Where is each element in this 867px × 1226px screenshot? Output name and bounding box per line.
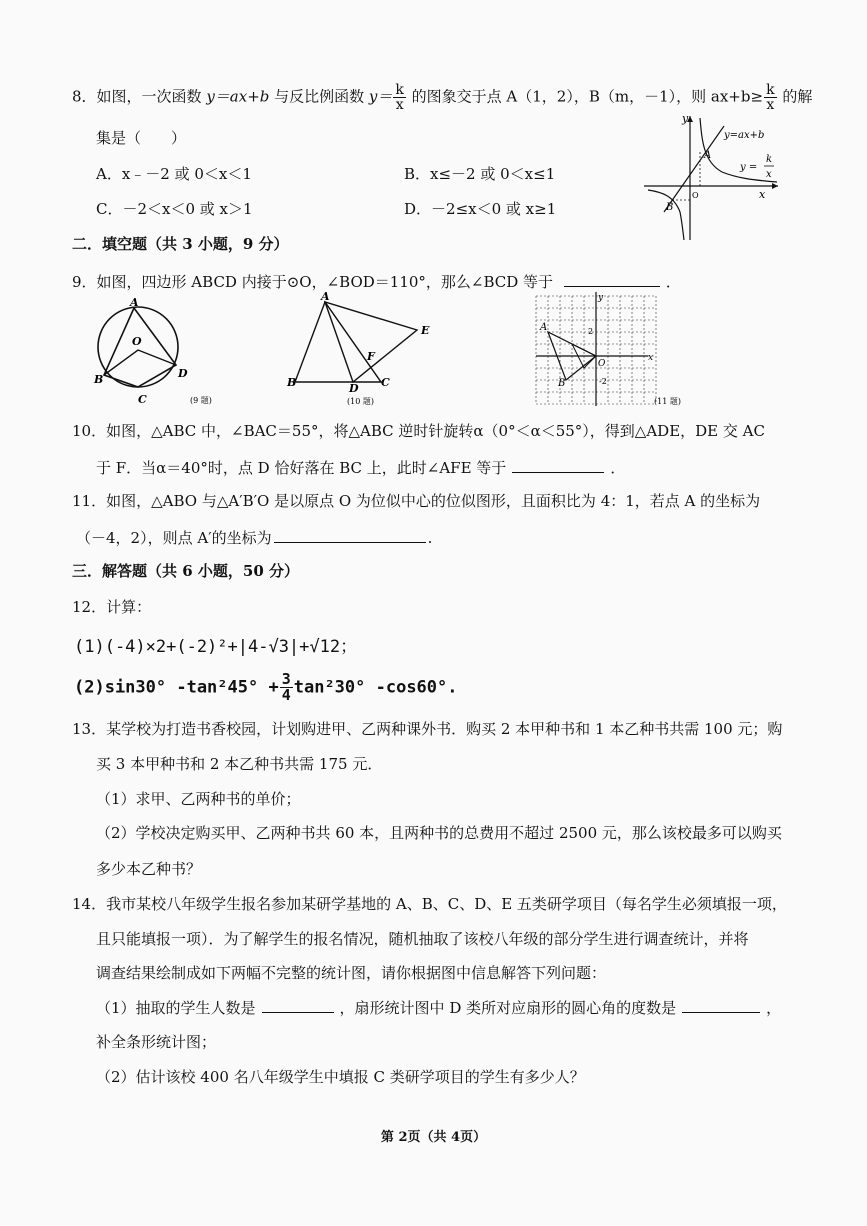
q8-fraction: $\frac{k}{x}$ xyxy=(395,82,404,113)
q8-text-c: 的图象交于点 A（1，2），B（m，－1），则 ax+b≥ xyxy=(406,87,764,106)
q8-graph-hyper-label: y = xyxy=(740,162,758,173)
fig11-label-x: x xyxy=(648,353,654,363)
q9-line: 9．如图，四边形 ABCD 内接于⊙O，∠BOD＝110°，那么∠BCD 等于 ． xyxy=(72,270,681,293)
q11-answer-blank[interactable] xyxy=(274,526,426,543)
q8-option-b: B．x≤－2 或 0＜x≤1 xyxy=(404,165,556,183)
q8-graph-hyper-x: x xyxy=(766,169,772,180)
fig11-label-a: A xyxy=(540,322,548,333)
fig9-label-o: O xyxy=(132,335,142,348)
q8-option-d: D．－2≤x＜0 或 x≥1 xyxy=(404,200,557,218)
fig10-label-e: E xyxy=(421,324,430,337)
q14-line1: 14．我市某校八年级学生报名参加某研学基地的 A、B、C、D、E 五类研学项目（每名学生必须填报一项， xyxy=(72,895,787,913)
fig11-grid-graph xyxy=(532,288,692,410)
q14-sample-size-blank[interactable] xyxy=(262,996,334,1013)
fig9-label-d: D xyxy=(178,367,188,380)
fig11-label-o: O xyxy=(598,359,606,369)
section-2-heading: 二．填空题（共 3 小题，9 分） xyxy=(72,235,289,253)
fig9-label-b: B xyxy=(94,373,104,386)
q10-line1: 10．如图，△ABC 中，∠BAC＝55°，将△ABC 逆时针旋转α（0°＜α＜55°），得到△ADE，DE 交 AC xyxy=(72,422,765,440)
fig11-tick-2: 2 xyxy=(588,327,594,336)
q14-line2: 且只能填报一项）．为了解学生的报名情况，随机抽取了该校八年级的部分学生进行调查统计，并将 xyxy=(96,930,749,948)
q12-expression-1: (1)(-4)×2+(-2)²+|4-√3|+√12； xyxy=(74,637,358,657)
q13-sub2-cont: 多少本乙种书？ xyxy=(96,860,202,878)
fig9-circle-quadrilateral xyxy=(90,295,212,410)
fig10-label-c: C xyxy=(381,376,390,389)
q11-line2: （－4，2），则点 A′的坐标为 . xyxy=(76,526,432,549)
fig10-label-a: A xyxy=(321,290,330,303)
q14-sub1: （1）抽取的学生人数是 ，扇形统计图中 D 类所对应扇形的圆心角的度数是 ， xyxy=(96,996,781,1019)
q12-fraction: $\frac{3}{4}$ xyxy=(281,670,291,704)
q8-text-a: 8．如图，一次函数 xyxy=(72,87,207,106)
fig10-rotated-triangles xyxy=(285,290,445,410)
q9-answer-blank[interactable] xyxy=(564,270,660,287)
q8-graph-x-label: x xyxy=(759,188,766,201)
q8-graph-y-label: y xyxy=(682,112,689,125)
q9-text: 9．如图，四边形 ABCD 内接于⊙O，∠BOD＝110°，那么∠BCD 等于 xyxy=(72,273,554,291)
q8-text-b: 与反比例函数 xyxy=(269,87,369,106)
q8-graph-point-a: A xyxy=(704,150,712,161)
fig11-label-y: y xyxy=(598,293,604,303)
q14-sub2: （2）估计该校 400 名八年级学生中填报 C 类研学项目的学生有多少人？ xyxy=(96,1068,585,1086)
q8-graph-origin: O xyxy=(692,191,699,200)
q8-option-a: A．x﹣－2 或 0＜x＜1 xyxy=(96,165,252,183)
q10-text: 于 F．当α＝40°时，点 D 恰好落在 BC 上，此时∠AFE 等于 xyxy=(96,459,507,477)
q8-function-graph xyxy=(642,112,792,244)
q8-text-d: 的解 xyxy=(777,87,813,106)
q8-fraction-2: $\frac{k}{x}$ xyxy=(766,82,775,113)
fig10-label-b: B xyxy=(287,376,297,389)
q14-sub1-cont: 补全条形统计图； xyxy=(96,1033,217,1051)
fig10-label-d: D xyxy=(349,382,359,395)
q8-graph-point-b: B xyxy=(666,202,674,213)
q10-line2: 于 F．当α＝40°时，点 D 恰好落在 BC 上，此时∠AFE 等于 ． xyxy=(96,456,625,479)
q8-line1 xyxy=(72,83,812,112)
q8-graph-hyper-k: k xyxy=(766,154,773,165)
fig9-label-c: C xyxy=(138,393,147,406)
fig9-label-a: A xyxy=(130,296,139,309)
q8-eq-linear: y＝ax+b xyxy=(206,87,270,106)
fig11-label-b: B xyxy=(558,378,566,389)
q12-expression-2: (2)sin30° -tan²45° + $\frac{3}{4}$ tan²30° -cos60°. xyxy=(74,670,458,704)
section-3-heading: 三．解答题（共 6 小题，50 分） xyxy=(72,562,299,580)
q8-line2: 集是（ ） xyxy=(96,129,187,147)
fig10-label-f: F xyxy=(367,350,375,363)
q13-line2: 买 3 本甲种书和 2 本乙种书共需 175 元． xyxy=(96,755,383,773)
q10-answer-blank[interactable] xyxy=(512,456,604,473)
q8-eq-inverse: y＝ xyxy=(368,87,393,106)
fig11-caption: (11 题) xyxy=(654,397,681,406)
q14-line3: 调查结果绘制成如下两幅不完整的统计图，请你根据图中信息解答下列问题： xyxy=(96,964,607,982)
q14-angle-blank[interactable] xyxy=(682,996,760,1013)
fig10-caption: (10 题) xyxy=(347,397,374,406)
q12-title: 12．计算： xyxy=(72,598,152,616)
page-footer: 第 2页（共 4页） xyxy=(380,1130,487,1145)
q13-sub1: （1）求甲、乙两种书的单价； xyxy=(96,790,301,808)
q8-option-c: C．－2＜x＜0 或 x＞1 xyxy=(96,200,253,218)
q8-graph-line-label: y=ax+b xyxy=(724,130,765,141)
q13-line1: 13．某学校为打造书香校园，计划购进甲、乙两种课外书．购买 2 本甲种书和 1 本乙种书共需 100 元；购 xyxy=(72,720,783,738)
q11-line1: 11．如图，△ABO 与△A′B′O 是以原点 O 为位似中心的位似图形，且面积比为 4：1，若点 A 的坐标为 xyxy=(72,492,761,510)
fig9-caption: (9 题) xyxy=(190,396,212,405)
q13-sub2: （2）学校决定购买甲、乙两种书共 60 本，且两种书的总费用不超过 2500 元，那么该校最多可以购买 xyxy=(96,824,782,842)
fig11-tick-neg2: -2 xyxy=(599,377,607,386)
q11-text: （－4，2），则点 A′的坐标为 xyxy=(76,529,272,547)
